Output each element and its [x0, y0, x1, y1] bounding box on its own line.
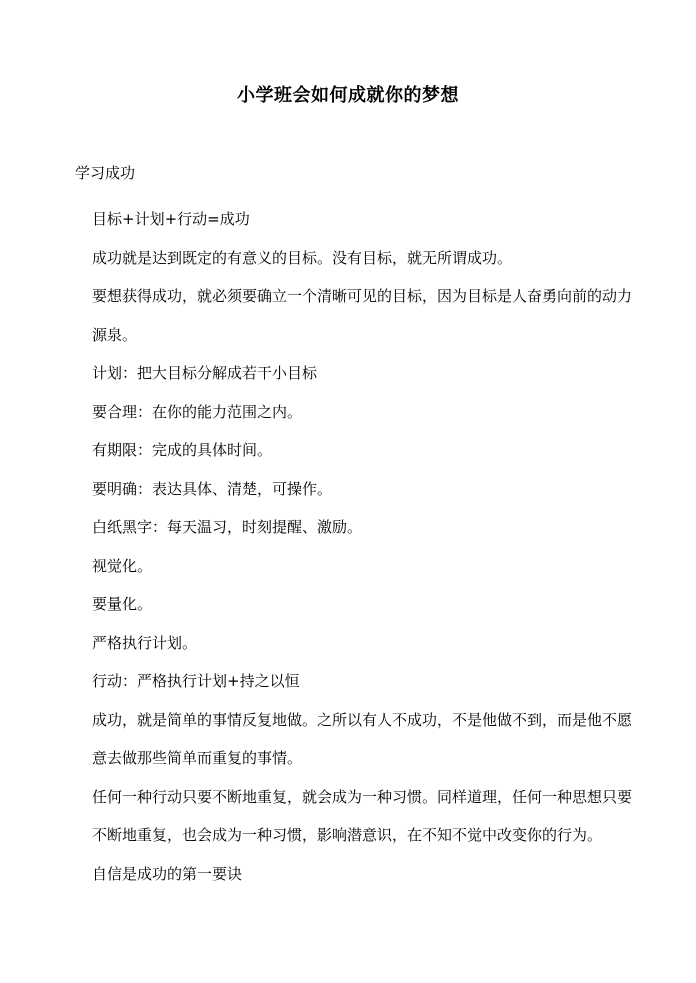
- paragraph: 严格执行计划。: [92, 633, 198, 652]
- paragraph: 任何一种行动只要不断地重复，就会成为一种习惯。同样道理，任何一种思想只要不断地重复，也会成为一种习惯，影响潜意识，在不知不觉中改变你的行为。: [92, 787, 633, 844]
- paragraph: 白纸黑字：每天温习，时刻提醒、激励。: [92, 518, 363, 536]
- paragraph: 目标+计划+行动=成功: [92, 210, 250, 228]
- paragraph: 要量化。: [92, 595, 153, 613]
- paragraph: 要合理：在你的能力范围之内。: [92, 402, 303, 421]
- paragraph: 计划：把大目标分解成若干小目标: [92, 364, 318, 382]
- paragraph: 成功就是达到既定的有意义的目标。没有目标，就无所谓成功。: [92, 248, 513, 267]
- paragraph: 要明确：表达具体、清楚，可操作。: [92, 479, 333, 498]
- document-body: [92, 200, 632, 893]
- page-title: 小学班会如何成就你的梦想: [237, 85, 459, 106]
- paragraph: 要想获得成功，就必须要确立一个清晰可见的目标，因为目标是人奋勇向前的动力源泉。: [92, 287, 633, 344]
- paragraph: 成功，就是简单的事情反复地做。之所以有人不成功，不是他做不到，而是他不愿意去做那些简单而重复的事情。: [92, 710, 633, 767]
- paragraph: 视觉化。: [92, 556, 153, 575]
- paragraph: 行动：严格执行计划+持之以恒: [92, 672, 300, 690]
- section-heading: 学习成功: [75, 164, 136, 182]
- paragraph: 自信是成功的第一要诀: [92, 864, 243, 883]
- paragraph: 有期限：完成的具体时间。: [92, 441, 273, 459]
